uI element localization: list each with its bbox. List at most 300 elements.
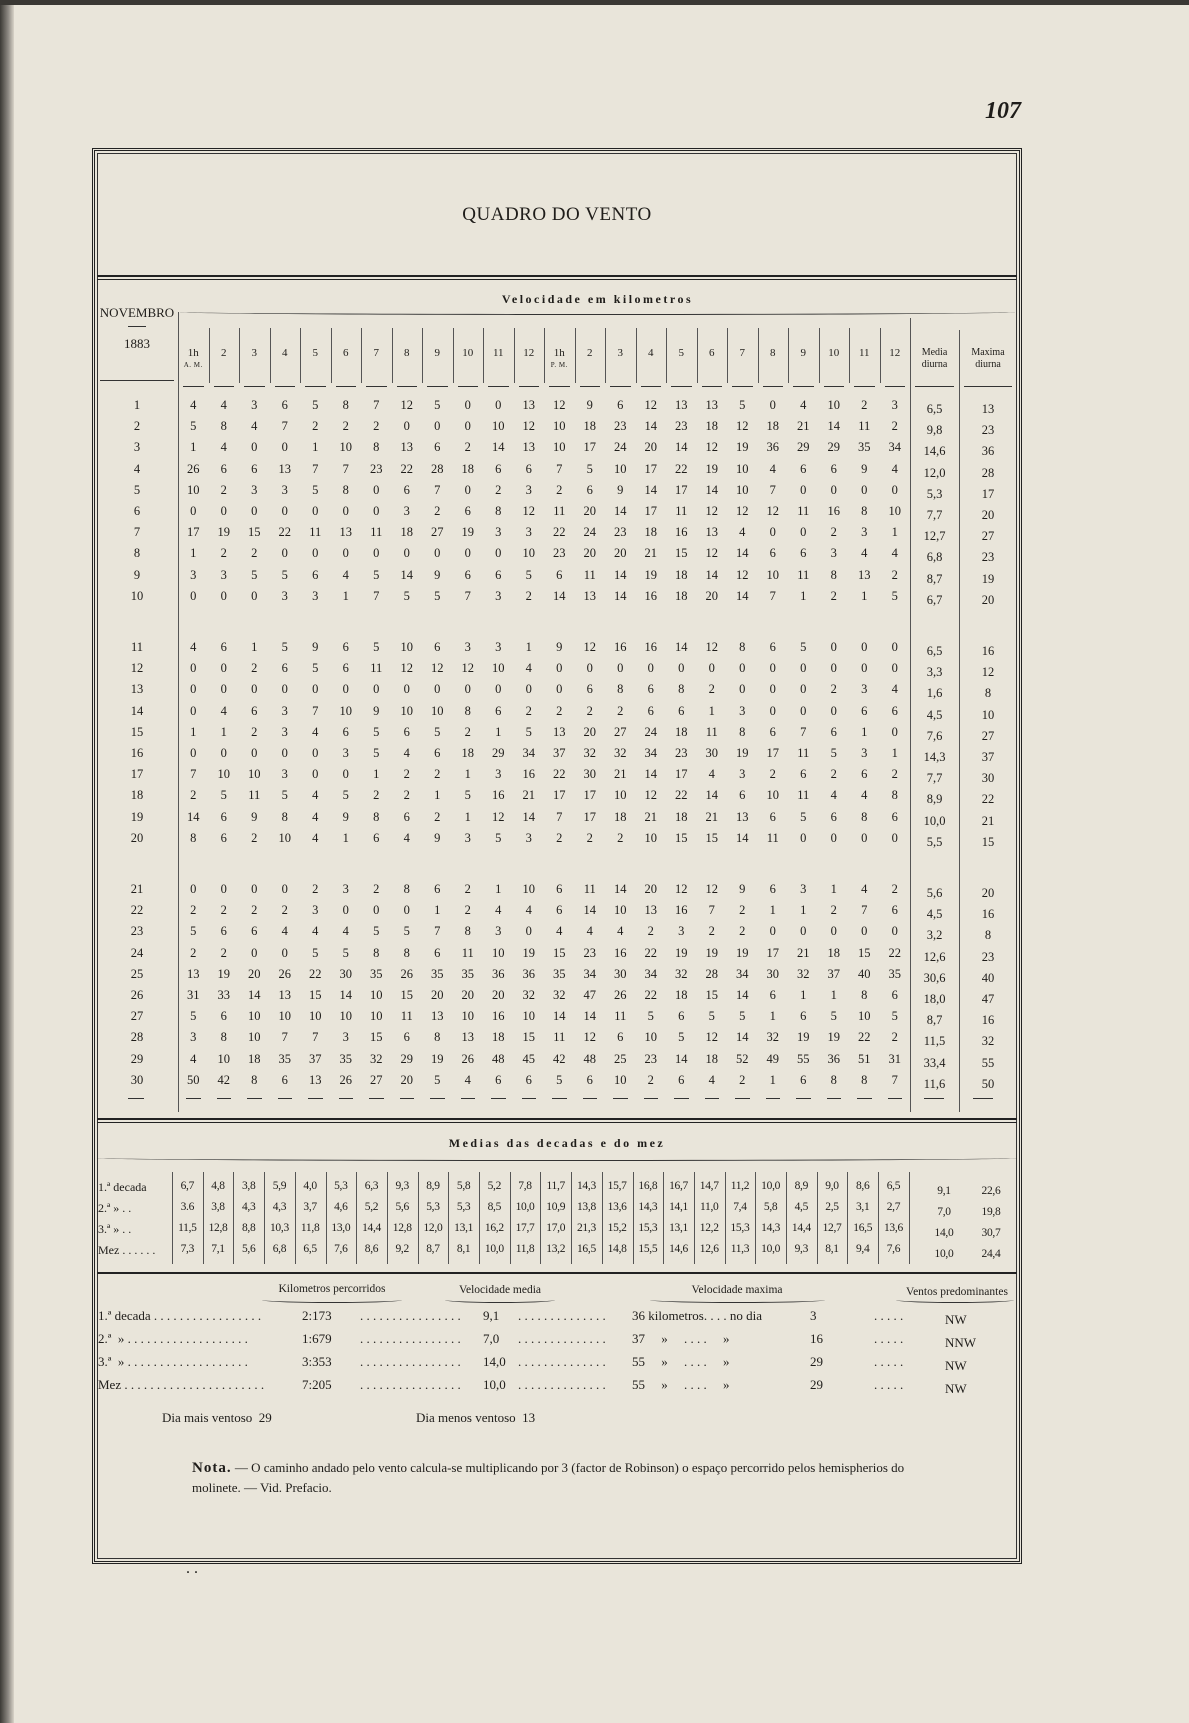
cell: 36 [492, 966, 505, 981]
cell: 19 [736, 440, 749, 455]
cell: 13 [522, 440, 535, 455]
cell: 6 [556, 567, 563, 582]
media-cell: 7,7 [926, 771, 943, 786]
cell: 3 [342, 882, 349, 896]
row-day-3: 3 [133, 440, 141, 455]
medias-cell: 6,5 [886, 1180, 901, 1192]
col-rule [331, 328, 332, 383]
cell: 15 [705, 988, 718, 1002]
col-rule [209, 328, 210, 383]
cell: 11 [583, 567, 596, 582]
cell: 6 [220, 1009, 227, 1024]
cell: 2 [830, 682, 837, 697]
header-dash [671, 386, 692, 387]
cell: 4 [220, 703, 227, 718]
cell: 4 [617, 924, 624, 939]
cell: 5 [312, 945, 319, 960]
cell: 5 [281, 788, 288, 803]
cell: 1 [495, 724, 502, 739]
cell: 7 [312, 1030, 319, 1045]
cell: 26 [461, 1051, 474, 1066]
maxima-cell: 23 [981, 550, 995, 565]
cell: 0 [251, 882, 258, 896]
cell: 16 [614, 640, 627, 654]
cell: 4 [403, 830, 410, 845]
cell: 3 [495, 640, 502, 654]
cell: 0 [861, 830, 868, 845]
header-dash [305, 386, 326, 387]
hour-header-16: 4 [648, 347, 654, 359]
medias-cell: 4,6 [334, 1201, 348, 1213]
velocity-title: Velocidade em kilometros [501, 292, 694, 306]
cell: 0 [342, 504, 349, 518]
col-rule [636, 328, 637, 383]
cell: 14 [248, 988, 261, 1002]
cell: 2 [312, 882, 319, 896]
media-cell: 14,3 [923, 750, 946, 764]
cell: 10 [614, 788, 627, 803]
medias-cell: 11,2 [730, 1180, 750, 1192]
cell: 6 [281, 661, 288, 676]
maxima-cell: 8 [984, 928, 992, 943]
year-dash [128, 326, 146, 327]
cell: 6 [891, 903, 898, 918]
cell: 12 [675, 882, 688, 896]
cell: 2 [220, 482, 227, 497]
cell: 5 [830, 746, 837, 760]
cell: 2 [464, 724, 471, 739]
cell: 10 [309, 1009, 322, 1024]
cell: 6 [220, 830, 227, 845]
cell: 5 [403, 924, 410, 939]
cell: 10 [827, 398, 840, 412]
cell: 6 [342, 724, 349, 739]
maxima-cell: 20 [981, 886, 995, 900]
cell: 18 [400, 525, 413, 540]
cell: 12 [431, 661, 444, 676]
cell: 2 [251, 661, 258, 676]
cell: 13 [705, 398, 718, 412]
media-cell: 5,5 [926, 834, 943, 849]
cell: 5 [891, 588, 898, 603]
cell: 7 [281, 419, 288, 434]
cell: 34 [644, 746, 657, 760]
hour-header-6: 6 [343, 347, 349, 359]
medias-cell: 7,3 [180, 1243, 195, 1255]
medias-cell: 17,0 [546, 1222, 566, 1234]
cell: 0 [220, 504, 227, 518]
cell: 4 [495, 903, 502, 918]
media-cell: 4,5 [926, 907, 943, 922]
cell: 6 [830, 809, 837, 824]
medias-cell: 15,5 [638, 1243, 658, 1255]
medias-cell: 11,8 [515, 1243, 535, 1255]
cell: 0 [495, 398, 502, 412]
cell: 2 [861, 398, 868, 412]
cell: 6 [434, 440, 441, 455]
cell: 6 [800, 546, 807, 561]
cell: 5 [312, 398, 319, 412]
cell: 8 [861, 988, 868, 1002]
medias-cell: 17,7 [515, 1222, 535, 1234]
summary-vmed: 14,0 [483, 1354, 506, 1369]
cell: 4 [769, 461, 776, 476]
cell: 15 [309, 988, 322, 1002]
cell: 6 [769, 546, 776, 561]
cell: 4 [861, 546, 868, 561]
cell: 23 [675, 746, 688, 760]
header-dash [519, 386, 540, 387]
summary-vmax: 55 » . . . . » [632, 1354, 730, 1369]
cell: 10 [614, 1072, 627, 1087]
cell: 0 [220, 588, 227, 603]
cell: 18 [675, 567, 688, 582]
cell: 3 [495, 588, 502, 603]
cell: 4 [312, 924, 319, 939]
media-cell: 3,3 [926, 665, 943, 680]
cell: 19 [797, 1030, 810, 1045]
bottom-dash [247, 1098, 262, 1099]
medias-cell: 9,3 [794, 1243, 809, 1255]
maxima-cell: 30 [981, 771, 995, 786]
cell: 2 [739, 903, 746, 918]
bottom-dash [491, 1098, 506, 1099]
cell: 14 [736, 546, 749, 561]
row-day-12: 12 [130, 661, 144, 676]
cell: 6 [525, 1072, 532, 1087]
cell: 11 [705, 724, 718, 739]
maxima-cell: 50 [981, 1076, 995, 1091]
hour-header-11: 11 [492, 347, 504, 359]
cell: 25 [614, 1051, 627, 1066]
cell: 10 [614, 461, 627, 476]
summary-header-ventos: Ventos predominantes [906, 1286, 1008, 1298]
cell: 6 [220, 809, 227, 824]
medias-cell: 12,6 [699, 1243, 719, 1255]
cell: 4 [708, 1072, 715, 1087]
header-dash [885, 386, 906, 387]
cell: 0 [251, 945, 258, 960]
hour-header-10: 10 [462, 347, 474, 359]
medias-cell: 8,1 [825, 1243, 839, 1255]
cell: 3 [190, 567, 197, 582]
hour-period: A. M. [183, 361, 203, 369]
medias-cell: 9,3 [395, 1180, 409, 1192]
footnote [192, 1458, 952, 1497]
header-dash [183, 386, 204, 387]
bottom-dash [217, 1098, 232, 1099]
cell: 2 [190, 788, 197, 803]
cell: 31 [187, 988, 200, 1002]
cell: 0 [251, 440, 258, 455]
cell: 20 [614, 546, 627, 561]
cell: 9 [861, 461, 868, 476]
cell: 2 [617, 830, 624, 845]
cell: 4 [464, 1072, 471, 1087]
col-rule [270, 328, 271, 383]
cell: 23 [675, 419, 688, 434]
cell: 37 [553, 746, 566, 760]
media-cell: 11,6 [923, 1076, 946, 1091]
cell: 14 [644, 482, 657, 497]
medias-cell: 6,5 [303, 1243, 317, 1255]
cell: 2 [373, 419, 380, 434]
medias-cell: 7,8 [518, 1180, 532, 1192]
cell: 6 [312, 567, 319, 582]
cell: 6 [434, 640, 441, 654]
cell: 10 [461, 1009, 474, 1024]
medias-cell: 4,3 [272, 1201, 287, 1213]
cell: 10 [492, 419, 505, 434]
cell: 10 [187, 482, 200, 497]
cell: 11 [583, 882, 596, 896]
bottom-dash [308, 1098, 323, 1099]
cell: 2 [251, 724, 258, 739]
medias-cell: 14,4 [362, 1222, 381, 1234]
cell: 8 [739, 640, 746, 654]
summary-vmed: 7,0 [483, 1331, 500, 1346]
cell: 0 [739, 661, 746, 676]
cell: 2 [891, 767, 898, 782]
media-cell: 8,7 [926, 1013, 943, 1028]
media-cell: 10,0 [923, 813, 946, 828]
cell: 2 [251, 546, 258, 561]
media-cell: 14,6 [923, 444, 946, 459]
maxima-cell: 28 [981, 465, 995, 480]
summary-brace [896, 1297, 1014, 1303]
cell: 20 [644, 440, 657, 455]
cell: 1 [891, 525, 898, 540]
cell: 13 [339, 525, 352, 540]
cell: 3 [525, 525, 532, 540]
cell: 0 [251, 682, 258, 697]
cell: 0 [861, 924, 868, 939]
cell: 7 [281, 1030, 288, 1045]
medias-cell: 8,6 [364, 1243, 379, 1255]
cell: 12 [553, 398, 566, 412]
hour-header-14: 2 [587, 347, 593, 359]
cell: 10 [492, 661, 505, 676]
cell: 6 [342, 640, 349, 654]
maxima-cell: 36 [981, 444, 995, 459]
media-cell: 7,7 [926, 508, 943, 522]
cell: 6 [220, 461, 227, 476]
medias-cell: 5,2 [364, 1201, 379, 1213]
cell: 35 [888, 966, 901, 981]
cell: 16 [675, 903, 688, 918]
cell: 22 [644, 945, 657, 960]
hour-header-18: 6 [709, 347, 715, 359]
footer-dots: . . [186, 1560, 198, 1577]
cell: 6 [403, 809, 410, 824]
cell: 30 [339, 966, 352, 981]
cell: 31 [888, 1051, 901, 1066]
medias-cell: 7,1 [211, 1243, 225, 1255]
cell: 0 [830, 703, 837, 718]
row-day-24: 24 [130, 945, 144, 960]
cell: 35 [431, 966, 444, 981]
col-rule [392, 328, 393, 383]
cell: 5 [251, 567, 258, 582]
cell: 8 [220, 1030, 227, 1045]
cell: 5 [190, 924, 197, 939]
medias-cell: 10,0 [761, 1243, 781, 1255]
medias-cell: 10,3 [269, 1222, 289, 1234]
bottom-dash [924, 1098, 944, 1099]
bottom-dash [857, 1098, 872, 1099]
cell: 9 [342, 809, 349, 824]
summary-brace [262, 1297, 402, 1303]
medias-cell: 13,8 [576, 1201, 596, 1213]
cell: 2 [281, 903, 288, 918]
row-day-9: 9 [133, 567, 141, 582]
cell: 13 [736, 809, 749, 824]
cell: 2 [891, 882, 898, 896]
cell: 10 [339, 703, 352, 718]
cell: 0 [891, 724, 898, 739]
cell: 10 [522, 1009, 535, 1024]
medias-cell: 4,5 [794, 1201, 809, 1213]
cell: 10 [370, 1009, 383, 1024]
cell: 14 [553, 1009, 566, 1024]
cell: 14 [736, 830, 749, 845]
summary-km-dots: . . . . . . . . . . . . . . . . [360, 1354, 461, 1369]
cell: 6 [434, 746, 441, 760]
col-rule [453, 328, 454, 383]
cell: 22 [888, 945, 901, 960]
maxima-cell: 40 [981, 970, 995, 985]
cell: 5 [373, 746, 380, 760]
cell: 3 [495, 924, 502, 939]
cell: 10 [492, 945, 505, 960]
cell: 22 [553, 525, 566, 540]
medias-cell: 8,9 [426, 1180, 440, 1192]
cell: 50 [187, 1072, 200, 1087]
cell: 19 [644, 567, 657, 582]
cell: 14 [675, 640, 688, 654]
header-dash [964, 386, 1012, 387]
cell: 0 [769, 682, 776, 697]
cell: 6 [830, 724, 837, 739]
cell: 0 [190, 682, 197, 697]
cell: 2 [220, 903, 227, 918]
cell: 2 [220, 945, 227, 960]
cell: 11 [370, 661, 383, 676]
cell: 16 [614, 945, 627, 960]
cell: 7 [708, 903, 715, 918]
cell: 2 [495, 482, 502, 497]
cell: 6 [800, 1009, 807, 1024]
cell: 12 [705, 882, 718, 896]
cell: 6 [342, 661, 349, 676]
cell: 3 [800, 882, 807, 896]
cell: 6 [281, 398, 288, 412]
medias-cell: 2,5 [825, 1201, 839, 1213]
cell: 16 [675, 525, 688, 540]
maxima-cell: 27 [981, 728, 995, 743]
cell: 2 [434, 809, 441, 824]
col-rule [575, 328, 576, 383]
medias-cell: 14,1 [669, 1201, 688, 1213]
summary-km-dots: . . . . . . . . . . . . . . . . [360, 1377, 461, 1392]
cell: 0 [220, 746, 227, 760]
medias-cell: 13,6 [883, 1222, 903, 1234]
medias-cell: 16,2 [484, 1222, 504, 1234]
row-day-7: 7 [133, 525, 141, 540]
cell: 14 [644, 419, 657, 434]
page-title: QUADRO DO VENTO [462, 204, 652, 225]
cell: 13 [583, 588, 596, 603]
cell: 0 [769, 525, 776, 540]
cell: 1 [312, 440, 319, 455]
cell: 1 [830, 988, 837, 1002]
cell: 13 [278, 461, 291, 476]
medias-cell: 5,3 [334, 1180, 348, 1192]
cell: 36 [827, 1051, 840, 1066]
medias-cell: 9,4 [855, 1243, 870, 1255]
cell: 8 [190, 830, 197, 845]
cell: 11 [370, 525, 383, 540]
cell: 6 [495, 461, 502, 476]
cell: 34 [522, 746, 535, 760]
cell: 15 [370, 1030, 383, 1045]
cell: 6 [891, 988, 898, 1002]
cell: 1 [800, 588, 807, 603]
cell: 8 [373, 809, 380, 824]
cell: 5 [525, 724, 532, 739]
bottom-dash [552, 1098, 567, 1099]
medias-cell: 3,1 [855, 1201, 870, 1213]
cell: 0 [403, 546, 410, 561]
cell: 5 [434, 588, 441, 603]
cell: 6 [495, 1072, 502, 1087]
cell: 0 [312, 546, 319, 561]
row-day-6: 6 [133, 504, 141, 518]
cell: 6 [464, 504, 471, 518]
maxima-cell: 20 [981, 592, 995, 607]
medias-cell: 12,7 [822, 1222, 842, 1234]
month-label: NOVEMBRO [99, 305, 175, 320]
cell: 0 [769, 398, 776, 412]
cell: 6 [769, 640, 776, 654]
cell: 0 [556, 682, 563, 697]
row-day-25: 25 [130, 966, 144, 981]
bottom-dash [674, 1098, 689, 1099]
header-dash [732, 386, 753, 387]
cell: 2 [708, 682, 715, 697]
summary-vento: NNW [945, 1335, 977, 1350]
cell: 0 [281, 504, 288, 518]
summary-row-label: 2.ª » . . . . . . . . . . . . . . . . . . . [98, 1331, 248, 1346]
cell: 10 [339, 440, 352, 455]
cell: 15 [858, 945, 871, 960]
cell: 1 [373, 767, 380, 782]
cell: 4 [586, 924, 593, 939]
cell: 2 [373, 882, 380, 896]
medias-cell: 8,1 [456, 1243, 471, 1255]
col-rule [758, 328, 759, 383]
cell: 0 [495, 546, 502, 561]
medias-cell: 8,8 [241, 1222, 256, 1234]
cell: 2 [251, 903, 258, 918]
cell: 10 [400, 640, 413, 654]
medias-cell: 5,9 [272, 1180, 287, 1192]
cell: 2 [617, 703, 624, 718]
row-day-10: 10 [130, 588, 144, 603]
cell: 3 [281, 703, 288, 718]
cell: 5 [434, 724, 441, 739]
cell: 16 [492, 1009, 505, 1024]
